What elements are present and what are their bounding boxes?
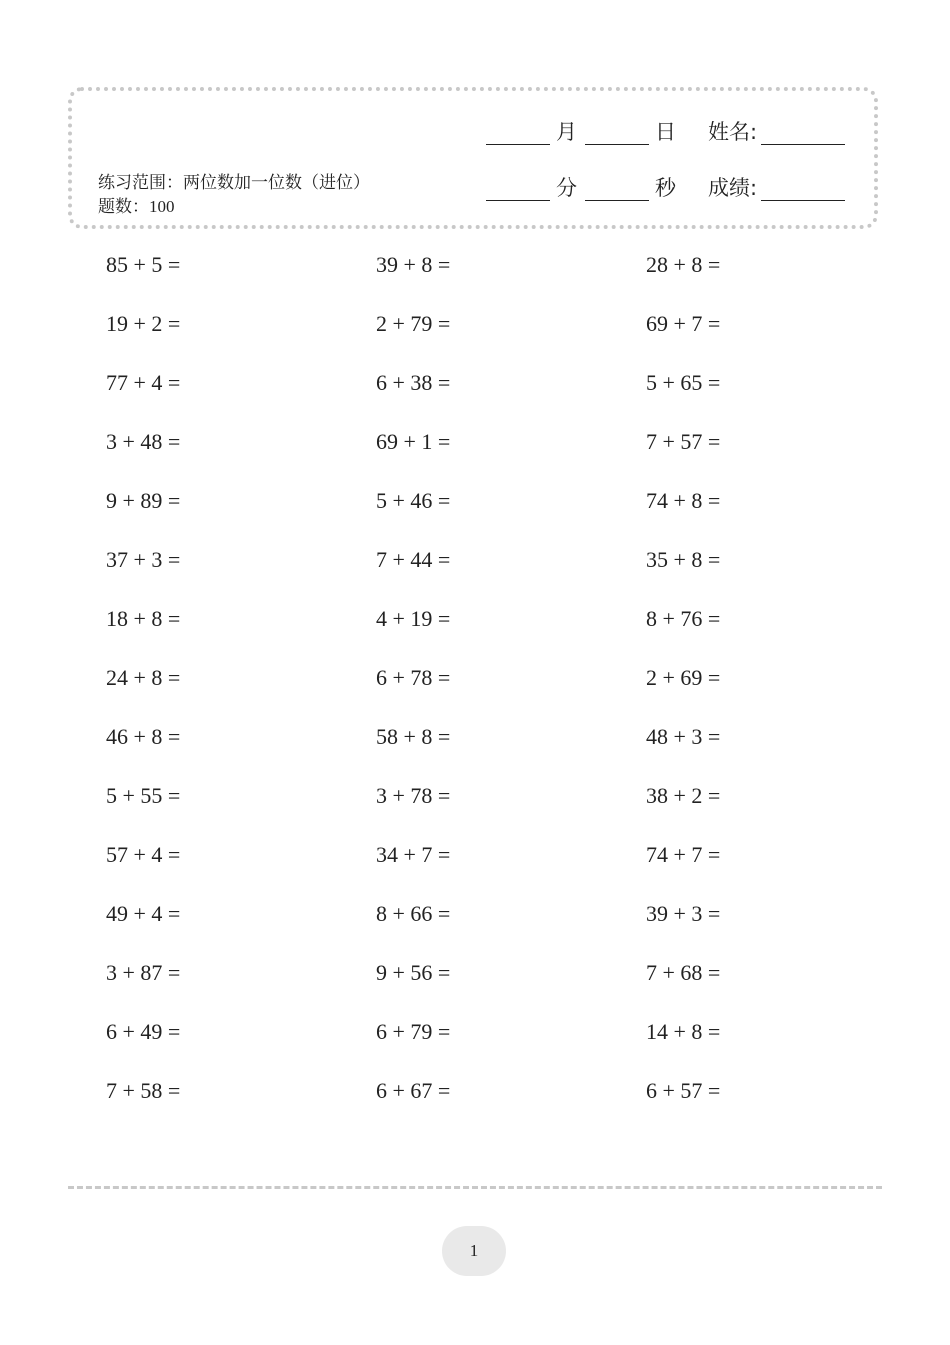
problem-item: 6 + 79 =: [376, 1019, 451, 1044]
score-label: 成绩:: [708, 176, 758, 200]
minute-label: 分: [556, 176, 577, 200]
date-name-row: [486, 119, 845, 145]
problem-item: 37 + 3 =: [106, 547, 181, 572]
score-blank[interactable]: [761, 176, 845, 201]
second-label: 秒: [655, 176, 676, 200]
problem-item: 14 + 8 =: [646, 1019, 721, 1044]
second-blank[interactable]: [585, 176, 649, 201]
problem-item: 6 + 38 =: [376, 370, 451, 395]
problem-item: 6 + 49 =: [106, 1019, 181, 1044]
month-label: 月: [556, 120, 577, 144]
problem-item: 46 + 8 =: [106, 724, 181, 749]
problem-row: [0, 836, 950, 895]
problem-item: 34 + 7 =: [376, 842, 451, 867]
problem-row: [0, 1072, 950, 1131]
problem-item: 18 + 8 =: [106, 606, 181, 631]
footer-divider: [68, 1186, 882, 1189]
problem-row: [0, 895, 950, 954]
practice-scope: [98, 171, 388, 219]
problem-item: 39 + 3 =: [646, 901, 721, 926]
month-blank[interactable]: [486, 120, 550, 145]
problem-item: 5 + 65 =: [646, 370, 721, 395]
problem-item: 9 + 56 =: [376, 960, 451, 985]
problem-row: [0, 305, 950, 364]
day-blank[interactable]: [585, 120, 649, 145]
name-blank[interactable]: [761, 120, 845, 145]
problem-item: 3 + 48 =: [106, 429, 181, 454]
problem-item: 38 + 2 =: [646, 783, 721, 808]
problem-item: 74 + 7 =: [646, 842, 721, 867]
problem-item: 48 + 3 =: [646, 724, 721, 749]
problem-item: 6 + 57 =: [646, 1078, 721, 1103]
problem-row: [0, 541, 950, 600]
time-score-row: [486, 175, 845, 201]
question-count-value: 100: [149, 197, 175, 216]
problem-item: 7 + 68 =: [646, 960, 721, 985]
problem-item: 6 + 78 =: [376, 665, 451, 690]
problem-item: 6 + 67 =: [376, 1078, 451, 1103]
practice-scope-label: 练习范围：两位数加一位数（进位）: [98, 173, 370, 193]
problem-row: [0, 364, 950, 423]
problem-item: 8 + 66 =: [376, 901, 451, 926]
page-number: 1: [442, 1226, 506, 1276]
problem-item: 3 + 78 =: [376, 783, 451, 808]
problem-row: [0, 659, 950, 718]
problem-item: 9 + 89 =: [106, 488, 181, 513]
question-count-label: 题数：: [98, 197, 149, 217]
problem-item: 3 + 87 =: [106, 960, 181, 985]
problem-item: 8 + 76 =: [646, 606, 721, 631]
problem-row: [0, 600, 950, 659]
problem-row: [0, 482, 950, 541]
name-label: 姓名:: [708, 120, 758, 144]
problem-item: 19 + 2 =: [106, 311, 181, 336]
problem-item: 74 + 8 =: [646, 488, 721, 513]
problem-item: 4 + 19 =: [376, 606, 451, 631]
problem-row: [0, 1013, 950, 1072]
problem-item: 77 + 4 =: [106, 370, 181, 395]
problem-item: 2 + 79 =: [376, 311, 451, 336]
problem-row: [0, 954, 950, 1013]
problem-item: 28 + 8 =: [646, 252, 721, 277]
day-label: 日: [655, 120, 676, 144]
problem-item: 69 + 1 =: [376, 429, 451, 454]
problem-item: 24 + 8 =: [106, 665, 181, 690]
worksheet-header: [68, 87, 878, 229]
problem-item: 7 + 44 =: [376, 547, 451, 572]
problem-item: 35 + 8 =: [646, 547, 721, 572]
problem-item: 49 + 4 =: [106, 901, 181, 926]
problem-row: [0, 718, 950, 777]
problem-row: [0, 246, 950, 305]
problem-item: 2 + 69 =: [646, 665, 721, 690]
problem-item: 5 + 55 =: [106, 783, 181, 808]
minute-blank[interactable]: [486, 176, 550, 201]
problem-item: 5 + 46 =: [376, 488, 451, 513]
problem-item: 7 + 57 =: [646, 429, 721, 454]
problem-row: [0, 777, 950, 836]
problem-item: 58 + 8 =: [376, 724, 451, 749]
problem-item: 69 + 7 =: [646, 311, 721, 336]
problem-grid: [0, 246, 950, 1131]
problem-item: 85 + 5 =: [106, 252, 181, 277]
problem-item: 39 + 8 =: [376, 252, 451, 277]
problem-row: [0, 423, 950, 482]
problem-item: 57 + 4 =: [106, 842, 181, 867]
problem-item: 7 + 58 =: [106, 1078, 181, 1103]
